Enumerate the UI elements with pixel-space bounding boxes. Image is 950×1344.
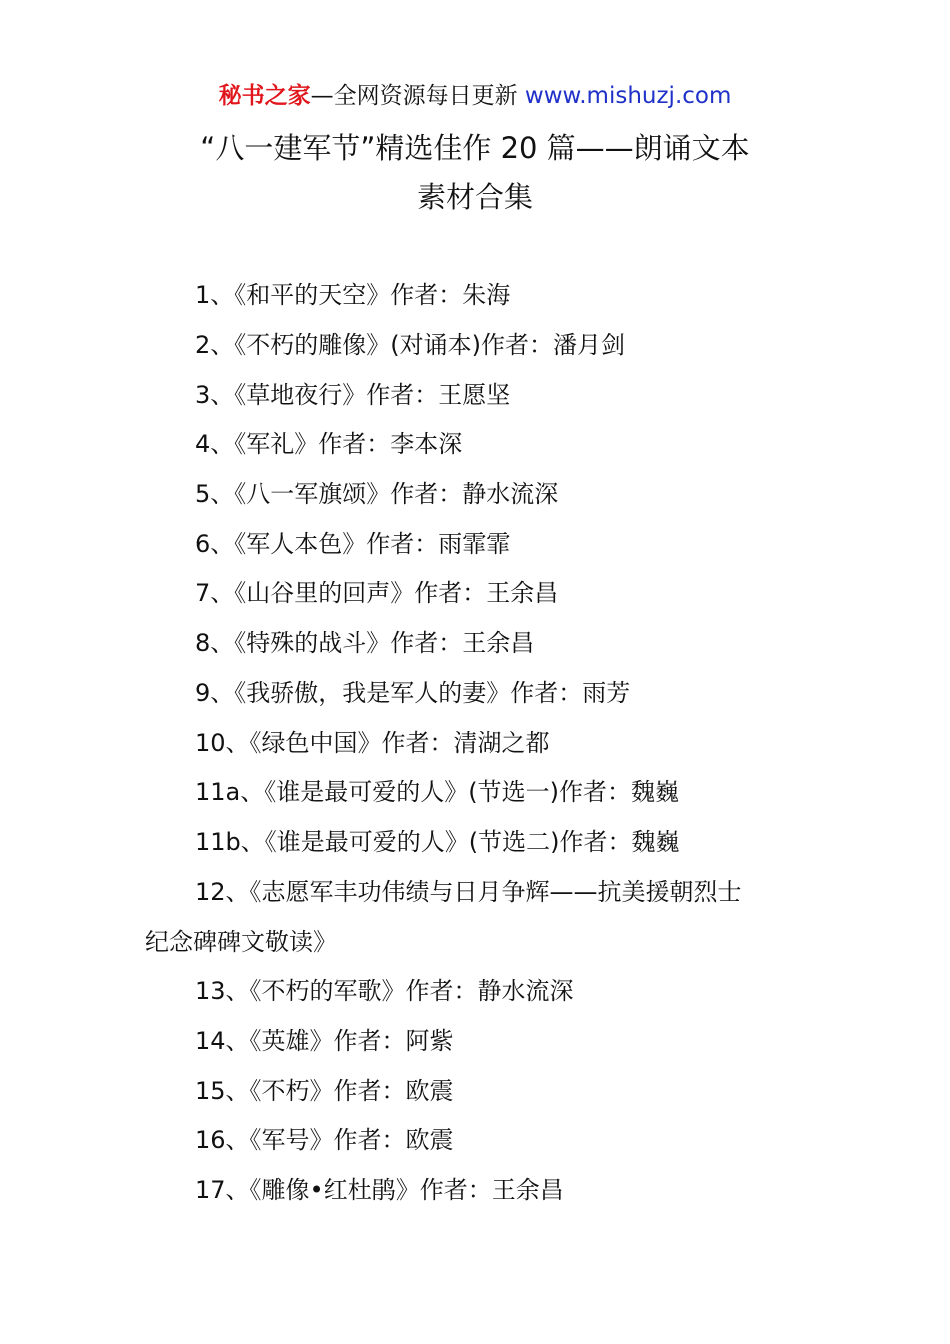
toc-item-13: 13、《不朽的军歌》作者：静水流深 xyxy=(195,977,574,1005)
toc-item-12-continuation: 纪念碑碑文敬读》 xyxy=(145,928,337,956)
toc-item-17: 17、《雕像•红杜鹃》作者：王余昌 xyxy=(195,1176,564,1204)
toc-item-2: 2、《不朽的雕像》(对诵本)作者：潘月剑 xyxy=(195,331,625,359)
toc-item-5: 5、《八一军旗颂》作者：静水流深 xyxy=(195,480,559,508)
toc-item-12: 12、《志愿军丰功伟绩与日月争辉——抗美援朝烈士 xyxy=(195,878,742,906)
site-url-link[interactable]: www.mishuzj.com xyxy=(524,83,732,109)
toc-item-11a: 11a、《谁是最可爱的人》(节选一)作者：魏巍 xyxy=(195,778,679,806)
toc-item-3: 3、《草地夜行》作者：王愿坚 xyxy=(195,381,511,409)
site-name: 秘书之家 xyxy=(218,83,311,109)
toc-item-9: 9、《我骄傲，我是军人的妻》作者：雨芳 xyxy=(195,679,631,707)
site-tagline: —全网资源每日更新 xyxy=(310,83,518,109)
toc-item-4: 4、《军礼》作者：李本深 xyxy=(195,430,463,458)
toc-item-15: 15、《不朽》作者：欧震 xyxy=(195,1077,454,1105)
toc-item-7: 7、《山谷里的回声》作者：王余昌 xyxy=(195,579,559,607)
toc-item-14: 14、《英雄》作者：阿紫 xyxy=(195,1027,454,1055)
document-title-line-1: “八一建军节”精选佳作 20 篇——朗诵文本 xyxy=(200,131,750,165)
toc-item-8: 8、《特殊的战斗》作者：王余昌 xyxy=(195,629,535,657)
toc-item-1: 1、《和平的天空》作者：朱海 xyxy=(195,281,511,309)
toc-item-6: 6、《军人本色》作者：雨霏霏 xyxy=(195,530,511,558)
document-title-line-2: 素材合集 xyxy=(416,180,533,214)
toc-item-11b: 11b、《谁是最可爱的人》(节选二)作者：魏巍 xyxy=(195,828,680,856)
toc-item-10: 10、《绿色中国》作者：清湖之都 xyxy=(195,729,550,757)
toc-item-16: 16、《军号》作者：欧震 xyxy=(195,1126,454,1154)
